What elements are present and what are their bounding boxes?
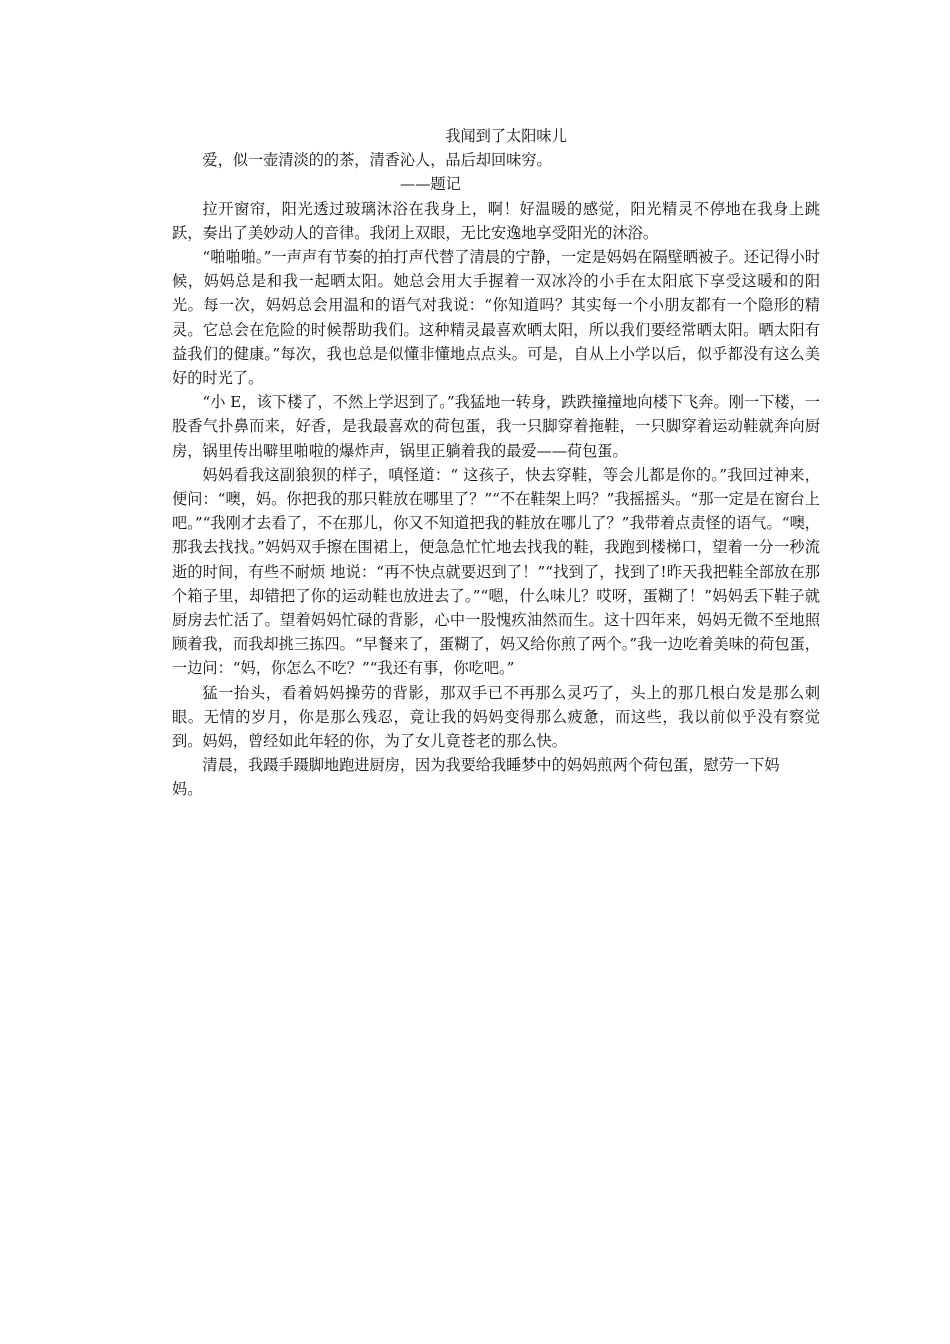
paragraph-5: 猛一抬头，看着妈妈操劳的背影，那双手已不再那么灵巧了，头上的那几根白发是那么刺眼。无情的岁月，你是那么残忍，竟让我的妈妈变得那么疲惫，而这些，我以前似乎没有察觉到。妈妈，曾经如此年轻的你，为了女儿竟苍老的那么快。 [172, 683, 820, 751]
paragraph-2: “啪啪啪。”一声声有节奏的拍打声代替了清晨的宁静，一定是妈妈在隔壁晒被子。还记得小时候，妈妈总是和我一起晒太阳。她总会用大手握着一双冰冷的小手在太阳底下享受这暖和的阳光。每一次，妈妈总会用温和的语气对我说：“你知道吗？其实每一个小朋友都有一个隐形的精灵。它总会在危险的时候帮助我们。这种精灵最喜欢晒太阳，所以我们要经常晒太阳。晒太阳有益我们的健康。”每次，我也总是似懂非懂地点点头。可是，自从上小学以后，似乎都没有这么美好的时光了。 [172, 248, 820, 388]
paragraph-4: 妈妈看我这副狼狈的样子，嗔怪道：“ 这孩子，快去穿鞋，等会儿都是你的。”我回过神来，便问：“噢，妈。你把我的那只鞋放在哪里了？”“不在鞋架上吗？”我摇摇头。“那一定是在窗台上吧。”“我刚才去看了，不在那儿，你又不知道把我的鞋放在哪儿了？”我带着点责怪的语气。“噢，那我去找找。”妈妈双手擦在围裙上，便急急忙忙地去找我的鞋，我跑到楼梯口，望着一分一秒流逝的时间，有些不耐烦 地说：“再不快点就要迟到了！”“找到了，找到了!昨天我把鞋全部放在那个箱子里，却错把了你的运动鞋也放进去了。”“嗯，什么味儿？哎呀，蛋糊了！”妈妈丢下鞋子就厨房去忙活了。望着妈妈忙碌的背影，心中一股愧疚油然而生。这十四年来，妈妈无微不至地照顾着我，而我却挑三拣四。“早餐来了，蛋糊了，妈又给你煎了两个。”我一边吃着美味的荷包蛋，一边问：“妈，你怎么不吃？”“我还有事，你吃吧。” [172, 465, 820, 678]
paragraph-1: 拉开窗帘，阳光透过玻璃沐浴在我身上，啊！好温暖的感觉，阳光精灵不停地在我身上跳跃，奏出了美妙动人的音律。我闭上双眼，无比安逸地享受阳光的沐浴。 [172, 199, 820, 242]
epigraph-attribution: ——题记 [400, 175, 461, 194]
document-title: 我闻到了太阳味儿 [445, 127, 567, 145]
paragraph-3: “小 E，该下楼了，不然上学迟到了。”我猛地一转身，跌跌撞撞地向楼下飞奔。刚一下楼，一股香气扑鼻而来，好香，是我最喜欢的荷包蛋，我一只脚穿着拖鞋，一只脚穿着运动鞋就奔向厨房，锅里传出噼里啪啦的爆炸声，锅里正躺着我的最爱——荷包蛋。 [172, 393, 820, 460]
epigraph: 爱，似一壶清淡的的茶，清香沁人，品后却回味穷。 [202, 151, 552, 170]
document-page [172, 124, 820, 802]
paragraph-6: 清晨，我蹑手蹑脚地跑进厨房，因为我要给我睡梦中的妈妈煎两个荷包蛋，慰劳一下妈妈。 [172, 756, 780, 799]
